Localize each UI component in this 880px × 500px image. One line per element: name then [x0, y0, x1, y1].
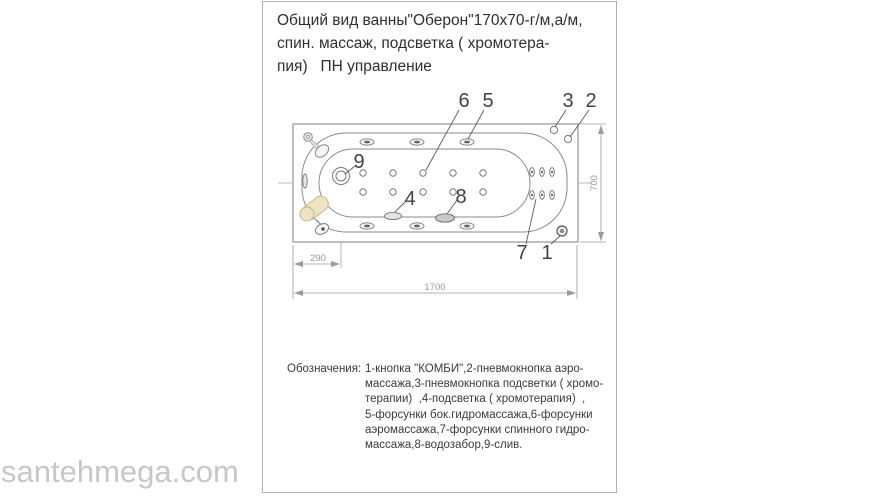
chromo-light-marker — [385, 212, 402, 219]
legend-line: массажа,3-пневмокнопка подсветки ( хромо- — [365, 378, 604, 391]
side-hydro-jet — [460, 223, 474, 229]
aero-jet — [480, 189, 486, 195]
side-hydro-jet — [303, 174, 307, 188]
aero-jet — [420, 170, 426, 176]
callout-6: 6 — [458, 90, 470, 112]
side-hydro-jet — [460, 139, 474, 145]
callout-2: 2 — [585, 90, 597, 112]
title-line: пия) ПН управление — [277, 58, 432, 75]
callout-9: 9 — [353, 151, 365, 173]
dim-text-290: 290 — [310, 253, 326, 264]
callout-5: 5 — [482, 90, 494, 112]
dim-text-1700: 1700 — [424, 282, 446, 293]
legend-line: 1-кнопка "КОМБИ",2-пневмокнопка аэро- — [365, 363, 584, 375]
legend-line: 5-форсунки бок.гидромассажа,6-форсунки — [365, 408, 593, 421]
side-hydro-jet — [360, 139, 374, 145]
callout-4: 4 — [404, 188, 416, 210]
dim-text-700: 700 — [589, 175, 600, 191]
legend-label: Обозначения: — [287, 363, 362, 375]
aero-jet — [480, 170, 486, 176]
aero-jet — [390, 189, 396, 195]
callout-7: 7 — [516, 242, 528, 264]
aero-jet — [420, 189, 426, 195]
callout-3: 3 — [562, 90, 574, 112]
aero-jet — [360, 189, 366, 195]
side-hydro-jet — [410, 139, 424, 145]
callout-8: 8 — [455, 186, 467, 208]
combi-button-marker — [557, 226, 567, 236]
title-line: Общий вид ванны"Оберон"170х70-г/м,а/м, — [277, 12, 583, 29]
water-intake-marker — [436, 214, 455, 222]
side-hydro-jet — [410, 223, 424, 229]
legend — [287, 362, 607, 453]
product-title — [277, 9, 607, 78]
watermark: santehmega.com — [1, 454, 239, 489]
bathtub-diagram — [262, 85, 617, 313]
title-line: спин. массаж, подсветка ( хромотера- — [277, 35, 550, 52]
legend-line: терапии) ,4-подсветка ( хромотерапия) , — [365, 393, 586, 406]
legend-line: массажа,8-водозабор,9-слив. — [365, 439, 523, 452]
callout-1: 1 — [541, 242, 553, 264]
aero-jet — [450, 170, 456, 176]
side-hydro-jet — [360, 223, 374, 229]
legend-line: аэромассажа,7-форсунки спинного гидро- — [365, 423, 590, 436]
aero-jet — [390, 170, 396, 176]
light-button-marker — [550, 126, 557, 133]
legend-lines — [365, 362, 603, 453]
